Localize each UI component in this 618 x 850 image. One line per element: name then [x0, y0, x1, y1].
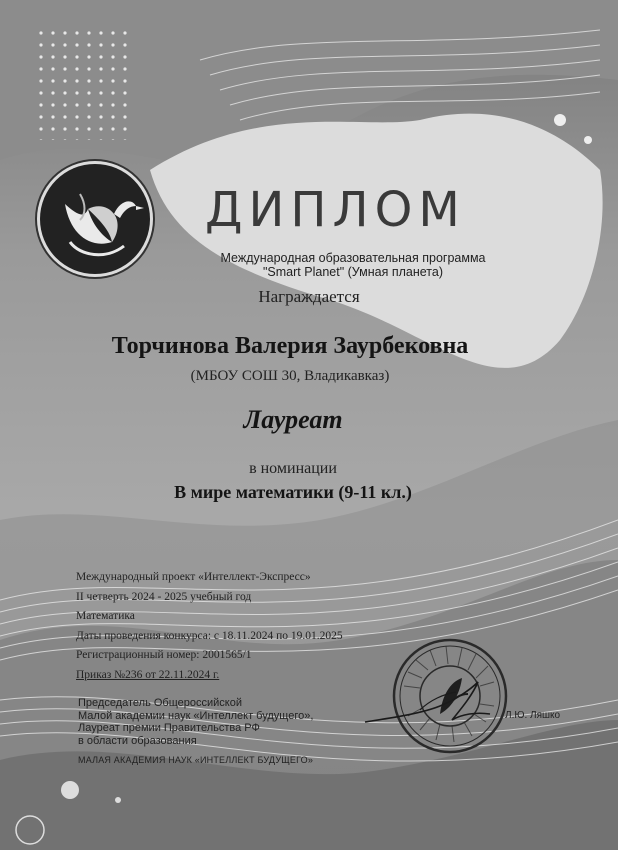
program-name — [203, 251, 503, 279]
signer-name: Л.Ю. Ляшко — [505, 710, 561, 721]
signature-icon — [360, 670, 500, 740]
program-line-1: Международная образовательная программа — [220, 251, 486, 265]
academy-name: МАЛАЯ АКАДЕМИЯ НАУК «ИНТЕЛЛЕКТ БУДУЩЕГО» — [78, 755, 314, 765]
registration-line: Регистрационный номер: 2001565/1 — [76, 649, 252, 661]
program-line-2: "Smart Planet" (Умная планета) — [263, 265, 443, 279]
dot-pattern — [38, 30, 128, 140]
chairman-line-2: Малой академии наук «Интеллект будущего», — [78, 709, 314, 722]
subject-line: Математика — [76, 610, 135, 622]
dates-line: Даты проведения конкурса: с 18.11.2024 по 19.01.2025 — [76, 629, 343, 642]
nomination-label: в номинации — [249, 460, 337, 477]
recipient-school: (МБОУ СОШ 30, Владикавказ) — [190, 368, 390, 384]
crane-logo-icon — [40, 164, 150, 274]
period-line: II четверть 2024 - 2025 учебный год — [76, 590, 252, 603]
chairman-title — [78, 697, 338, 747]
chairman-line-4: в области образования — [78, 734, 197, 747]
chairman-line-1: Председатель Общероссийской — [78, 697, 242, 709]
project-line: Международный проект «Интеллект-Экспресс» — [76, 571, 311, 583]
award-rank: Лауреат — [243, 405, 343, 434]
contest-details — [76, 568, 396, 685]
diploma-title: ДИПЛОМ — [205, 182, 466, 238]
awarded-label: Награждается — [258, 287, 360, 306]
recipient-name: Торчинова Валерия Заурбековна — [111, 333, 469, 359]
order-line: Приказ №236 от 22.11.2024 г. — [76, 668, 220, 681]
nomination-title: В мире математики (9-11 кл.) — [174, 482, 412, 502]
chairman-line-3: Лауреат премии Правительства РФ — [78, 722, 260, 734]
